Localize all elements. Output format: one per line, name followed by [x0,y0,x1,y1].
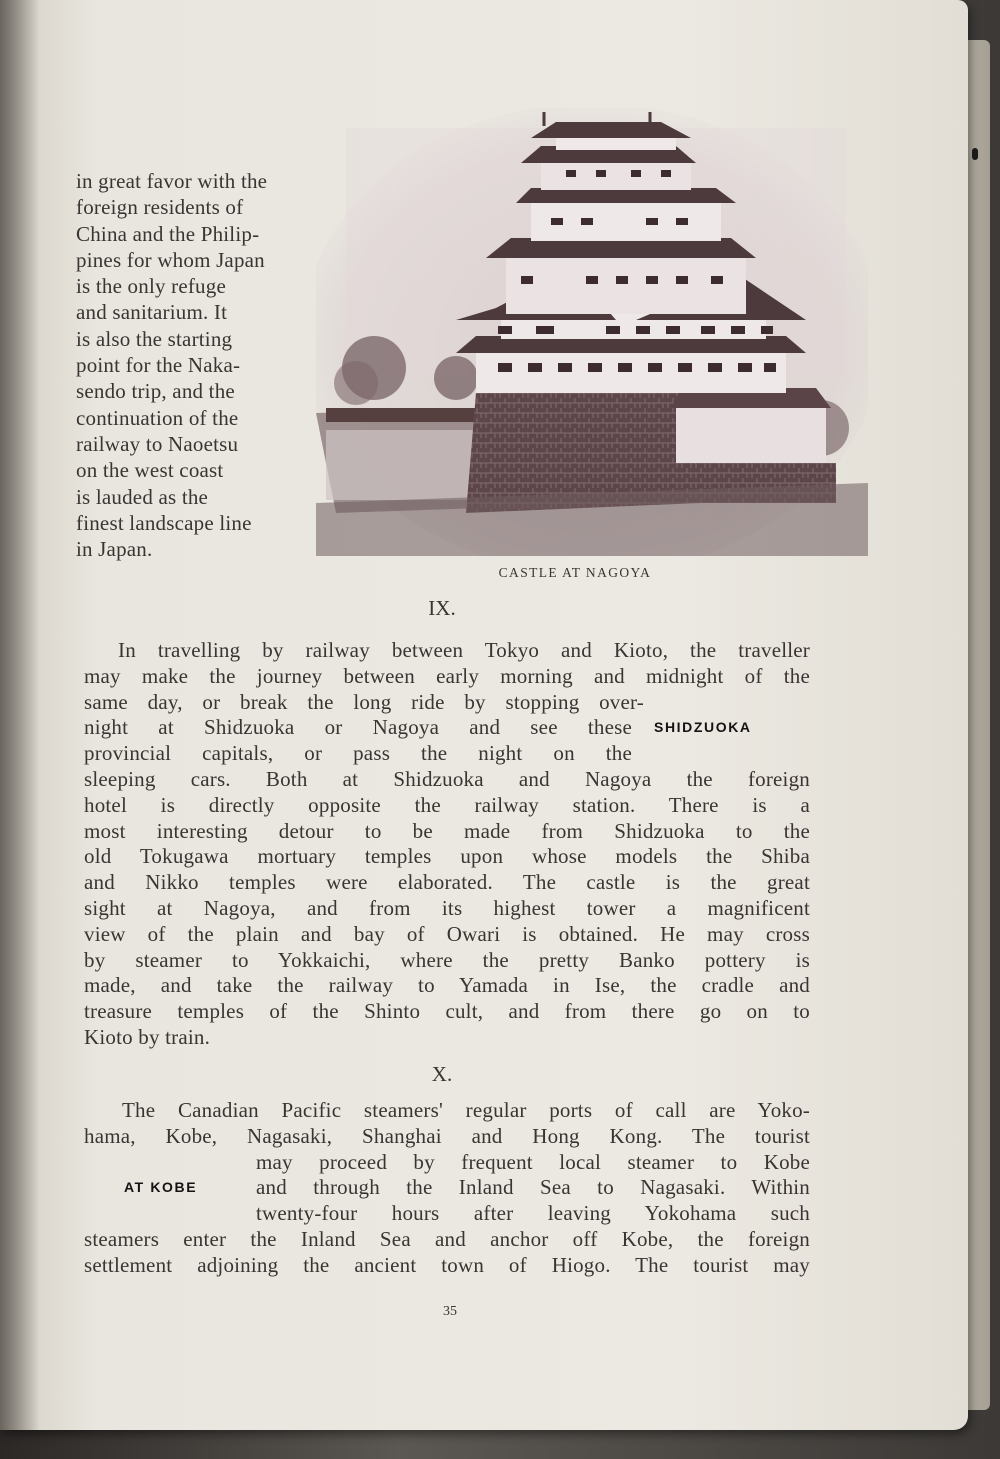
text-line: The Canadian Pacific steamers' regular ports of call are Yoko- [122,1098,810,1122]
text-line: is lauded as the [76,484,209,509]
text-line: finest landscape line [76,510,252,535]
text-line: may make the journey between early morning and midnight of the [84,663,810,688]
text-line: twenty-four hours after leaving Yokohama such [256,1201,810,1226]
section-heading-ix: IX. [428,596,456,620]
text-line: old Tokugawa mortuary temples upon whose models the Shiba [84,844,810,869]
text-line: view of the plain and bay of Owari is obtained. He may cross [84,921,810,946]
text-line: is the only refuge [76,274,226,299]
text-line: made, and take the railway to Yamada in Ise, the cradle and [84,973,810,998]
castle-photograph [316,108,868,556]
text-line: in Japan. [76,537,153,562]
margin-note-shidzuoka: SHIDZUOKA [654,719,752,736]
page-number: 35 [443,1304,457,1319]
page-gutter-shadow [0,0,40,1430]
text-line: sendo trip, and the [76,379,235,404]
castle-illustration-icon [316,108,868,556]
margin-note-at-kobe: AT KOBE [124,1179,198,1196]
figure-caption: CASTLE AT NAGOYA [498,565,652,580]
text-line: on the west coast [76,458,224,483]
text-line: continuation of the [76,405,239,430]
text-line: and sanitarium. It [76,300,228,325]
text-line: may proceed by frequent local steamer to Kobe [256,1149,810,1174]
text-line: is also the starting [76,326,233,351]
text-line: railway to Naoetsu [76,431,239,456]
text-line: in great favor with the [76,169,268,193]
text-line: settlement adjoining the ancient town of Hiogo. The tourist may [84,1252,810,1277]
section-ix-paragraph [84,638,810,1051]
text-line: In travelling by railway between Tokyo and Kioto, the traveller [118,638,810,662]
text-line: point for the Naka- [76,353,241,378]
section-x-paragraph [84,1098,810,1279]
binding-mark [972,148,978,160]
text-line: China and the Philip- [76,221,260,246]
text-line: pines for whom Japan [76,247,265,272]
text-line: most interesting detour to be made from Shidzuoka to the [84,818,810,843]
text-line: Kioto by train. [84,1024,211,1049]
text-line: and Nikko temples were elaborated. The castle is the great [84,870,810,895]
text-line: treasure temples of the Shinto cult, and from there go on to [84,999,810,1024]
text-line: steamers enter the Inland Sea and anchor off Kobe, the foreign [84,1226,810,1251]
text-line: same day, or break the long ride by stopping over- [84,689,644,714]
text-line: sleeping cars. Both at Shidzuoka and Nagoya the foreign [84,766,810,791]
text-line: hama, Kobe, Nagasaki, Shanghai and Hong Kong. The tourist [84,1123,810,1148]
text-line: provincial capitals, or pass the night on the [84,741,632,766]
text-line: foreign residents of [76,195,244,220]
section-heading-x: X. [431,1062,453,1086]
text-line: night at Shidzuoka or Nagoya and see these [84,715,632,740]
text-line: sight at Nagoya, and from its highest tower a magnificent [84,895,810,920]
text-line: by steamer to Yokkaichi, where the pretty Banko pottery is [84,947,810,972]
text-line: hotel is directly opposite the railway station. There is a [84,792,810,817]
text-line: and through the Inland Sea to Nagasaki. Within [256,1175,810,1200]
